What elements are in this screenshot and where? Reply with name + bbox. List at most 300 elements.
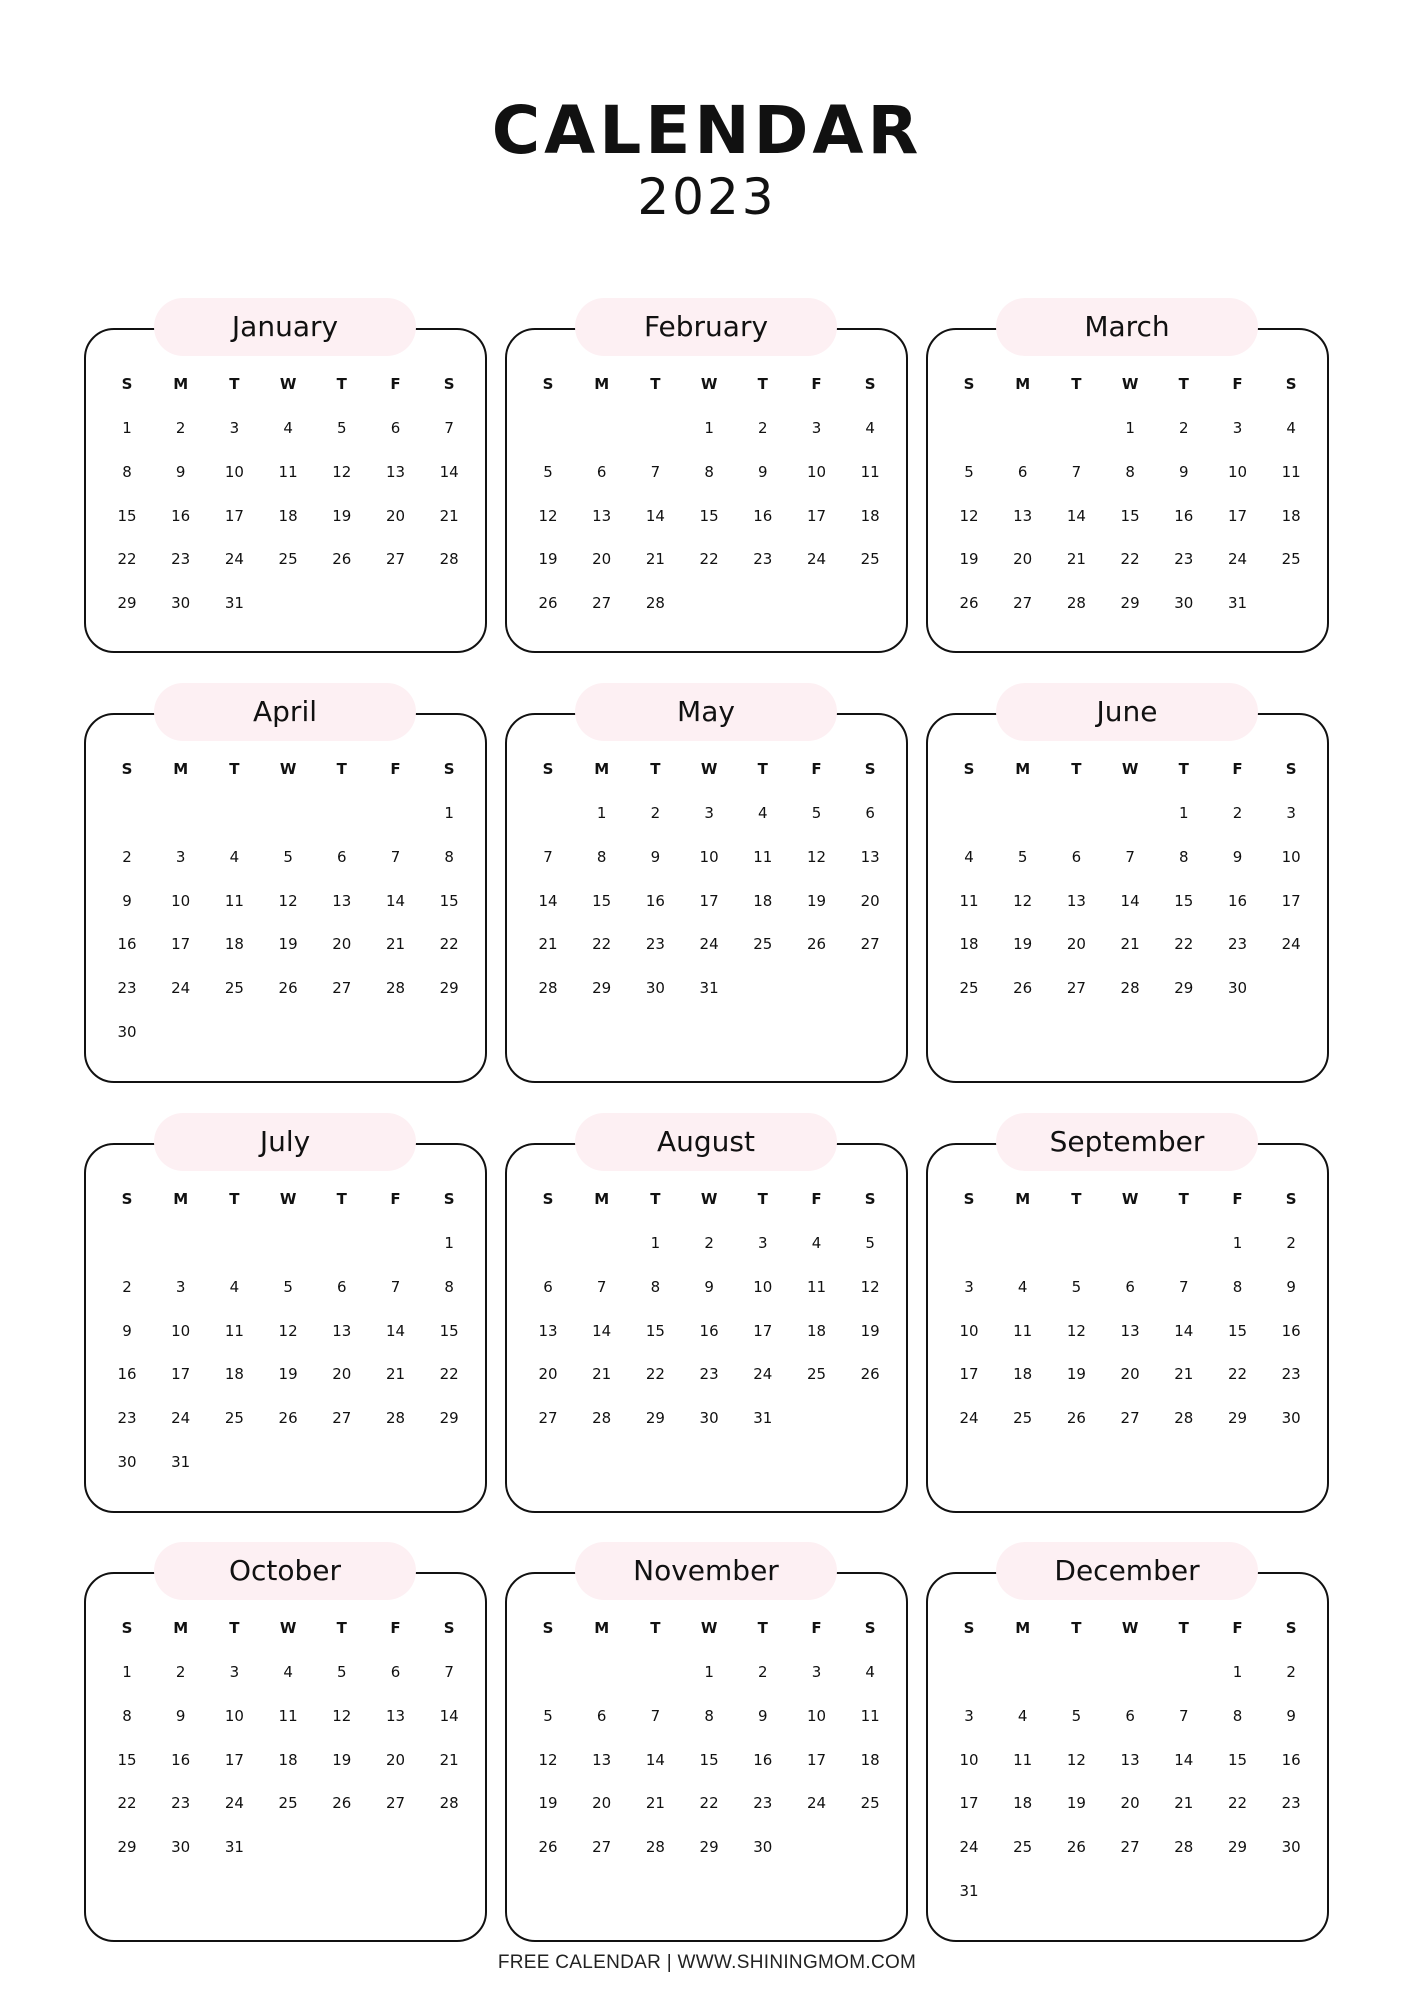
day-cell: 8 — [444, 1277, 454, 1296]
weekday-label: T — [336, 760, 347, 778]
day-cell: 6 — [337, 847, 347, 866]
day-cell: 20 — [385, 506, 406, 525]
month-name: July — [154, 1113, 416, 1171]
day-cell: 10 — [171, 1321, 191, 1340]
day-cell: 23 — [171, 550, 191, 569]
day-cell: 18 — [806, 1321, 827, 1340]
weekday-label: F — [1232, 760, 1243, 778]
day-cell: 1 — [650, 1234, 661, 1252]
day-cell: 8 — [122, 462, 132, 481]
month-name: September — [996, 1113, 1258, 1171]
day-cell: 23 — [753, 550, 773, 569]
day-cell: 15 — [699, 506, 719, 525]
day-cell: 30 — [645, 979, 665, 998]
month-name: May — [575, 683, 837, 741]
day-cell: 12 — [860, 1277, 880, 1296]
day-cell: 10 — [1281, 847, 1301, 866]
day-cell: 27 — [332, 979, 352, 998]
day-cell: 1 — [1232, 1234, 1243, 1252]
day-cell: 6 — [1125, 1706, 1135, 1725]
day-cell: 17 — [753, 1321, 773, 1340]
day-cell: 11 — [1281, 462, 1301, 481]
day-cell: 17 — [1227, 506, 1248, 525]
day-cell: 7 — [1125, 847, 1135, 866]
day-cell: 22 — [1227, 1794, 1248, 1813]
day-cell: 12 — [538, 506, 558, 525]
day-cell: 26 — [538, 1838, 558, 1857]
day-cell: 29 — [439, 1409, 459, 1428]
day-cell: 9 — [758, 1706, 768, 1725]
day-cell: 6 — [1125, 1277, 1135, 1296]
day-cell: 6 — [337, 1277, 347, 1296]
day-cell: 24 — [1227, 550, 1248, 569]
weekday-label: T — [1178, 1619, 1189, 1637]
day-cell: 10 — [224, 1706, 244, 1725]
day-cell: 26 — [278, 1409, 298, 1428]
day-cell: 29 — [1227, 1838, 1248, 1857]
weekday-label: F — [811, 375, 822, 393]
weekday-label: T — [650, 1190, 661, 1208]
day-cell: 6 — [596, 462, 607, 481]
day-cell: 27 — [1120, 1409, 1140, 1428]
day-cell: 4 — [865, 1663, 875, 1681]
day-cell: 24 — [959, 1838, 979, 1857]
day-cell: 9 — [758, 462, 768, 481]
day-cell: 4 — [811, 1234, 822, 1252]
day-cell: 4 — [758, 804, 768, 822]
day-cell: 1 — [704, 419, 714, 437]
day-cell: 4 — [1286, 419, 1296, 437]
day-cell: 6 — [390, 419, 401, 437]
day-cell: 2 — [704, 1234, 714, 1252]
day-cell: 22 — [1227, 1365, 1248, 1384]
month-october — [84, 1554, 487, 1942]
month-name: December — [996, 1542, 1258, 1600]
month-name: October — [154, 1542, 416, 1600]
weekday-label: S — [864, 760, 876, 778]
day-cell: 20 — [1120, 1794, 1140, 1813]
day-cell: 30 — [753, 1838, 773, 1857]
weekday-label: M — [1015, 1619, 1031, 1637]
day-cell: 28 — [538, 979, 558, 998]
day-cell: 18 — [224, 1365, 244, 1384]
day-cell: 27 — [332, 1409, 352, 1428]
day-cell: 19 — [278, 1365, 298, 1384]
day-cell: 6 — [596, 1706, 607, 1725]
day-cell: 22 — [592, 935, 612, 954]
weekday-header — [103, 1187, 478, 1211]
weekday-label: T — [229, 375, 240, 393]
day-cell: 9 — [1286, 1706, 1296, 1725]
day-cell: 16 — [753, 506, 773, 525]
day-cell: 26 — [1066, 1409, 1086, 1428]
day-cell: 28 — [592, 1409, 612, 1428]
day-cell: 22 — [699, 550, 719, 569]
weekday-label: T — [1071, 1619, 1082, 1637]
day-cell: 26 — [332, 1794, 352, 1813]
day-cell: 16 — [699, 1321, 719, 1340]
weekday-label: W — [279, 375, 297, 393]
day-cell: 25 — [959, 979, 979, 998]
day-cell: 23 — [1174, 550, 1194, 569]
month-name: March — [996, 298, 1258, 356]
day-cell: 30 — [117, 1453, 137, 1471]
day-cell: 28 — [1066, 594, 1086, 613]
weekday-label: T — [1178, 375, 1189, 393]
day-cell: 7 — [444, 419, 454, 437]
weekday-label: T — [757, 375, 768, 393]
day-cell: 15 — [1174, 891, 1194, 910]
weekday-label: S — [864, 375, 876, 393]
day-cell: 7 — [390, 1277, 401, 1296]
weekday-label: S — [1285, 375, 1297, 393]
day-cell: 20 — [1013, 550, 1033, 569]
day-cell: 11 — [1013, 1750, 1033, 1769]
day-cell: 9 — [122, 891, 132, 910]
weekday-label: W — [279, 760, 297, 778]
day-cell: 5 — [283, 847, 293, 866]
day-cell: 27 — [1066, 979, 1086, 998]
day-cell: 9 — [1232, 847, 1243, 866]
day-cell: 17 — [959, 1365, 979, 1384]
day-cell: 7 — [596, 1277, 607, 1296]
day-cell: 11 — [860, 462, 880, 481]
weekday-label: F — [1232, 1190, 1243, 1208]
day-cell: 3 — [964, 1706, 974, 1725]
day-cell: 20 — [592, 550, 612, 569]
day-cell: 27 — [592, 594, 612, 613]
day-cell: 25 — [860, 1794, 880, 1813]
weekday-label: M — [594, 1190, 610, 1208]
month-name: August — [575, 1113, 837, 1171]
day-cell: 20 — [332, 935, 352, 954]
day-cell: 25 — [278, 1794, 298, 1813]
day-cell: 6 — [1071, 847, 1082, 866]
day-cell: 18 — [278, 1750, 298, 1769]
day-cell: 18 — [1013, 1365, 1033, 1384]
day-cell: 21 — [385, 935, 406, 954]
day-cell: 22 — [117, 1794, 137, 1813]
day-cell: 20 — [1066, 935, 1086, 954]
day-cell: 13 — [538, 1321, 558, 1340]
day-cell: 4 — [1017, 1706, 1028, 1725]
weekday-label: S — [963, 375, 975, 393]
day-cell: 24 — [806, 550, 827, 569]
day-cell: 21 — [439, 506, 459, 525]
day-cell: 23 — [1281, 1365, 1301, 1384]
day-cell: 18 — [860, 506, 880, 525]
day-cell: 21 — [592, 1365, 612, 1384]
day-cell: 18 — [224, 935, 244, 954]
day-cell: 29 — [1120, 594, 1140, 613]
day-cell: 27 — [1013, 594, 1033, 613]
day-cell: 1 — [122, 1663, 132, 1681]
day-cell: 17 — [1281, 891, 1301, 910]
day-cell: 21 — [645, 1794, 665, 1813]
day-cell: 1 — [1179, 804, 1189, 822]
day-cell: 10 — [753, 1277, 773, 1296]
weekday-label: S — [542, 1619, 554, 1637]
month-june — [926, 695, 1329, 1083]
day-cell: 3 — [811, 1663, 822, 1681]
day-cell: 21 — [538, 935, 558, 954]
day-cell: 9 — [650, 847, 661, 866]
day-cell: 9 — [1286, 1277, 1296, 1296]
day-cell: 14 — [592, 1321, 612, 1340]
weekday-label: S — [542, 375, 554, 393]
day-cell: 16 — [753, 1750, 773, 1769]
day-cell: 3 — [964, 1277, 974, 1296]
day-cell: 12 — [959, 506, 979, 525]
weekday-label: T — [650, 1619, 661, 1637]
day-cell: 22 — [1174, 935, 1194, 954]
day-cell: 2 — [175, 1663, 186, 1681]
day-cell: 12 — [806, 847, 827, 866]
day-cell: 8 — [1232, 1277, 1243, 1296]
weekday-label: S — [1285, 760, 1297, 778]
day-cell: 9 — [175, 1706, 186, 1725]
day-cell: 13 — [385, 1706, 406, 1725]
day-cell: 31 — [171, 1453, 191, 1471]
day-cell: 28 — [645, 594, 665, 613]
weekday-label: T — [336, 1190, 347, 1208]
day-cell: 8 — [444, 847, 454, 866]
day-cell: 1 — [444, 1234, 454, 1252]
weekday-label: T — [1178, 1190, 1189, 1208]
day-cell: 5 — [1017, 847, 1028, 866]
day-cell: 13 — [1120, 1321, 1140, 1340]
day-cell: 19 — [538, 1794, 558, 1813]
day-cell: 14 — [1120, 891, 1140, 910]
weekday-label: S — [864, 1619, 876, 1637]
day-cell: 7 — [1179, 1706, 1189, 1725]
day-cell: 29 — [439, 979, 459, 998]
day-cell: 24 — [171, 1409, 191, 1428]
day-cell: 1 — [704, 1663, 714, 1681]
day-cell: 7 — [650, 1706, 661, 1725]
day-cell: 15 — [1227, 1321, 1248, 1340]
day-cell: 16 — [171, 1750, 191, 1769]
day-cell: 15 — [1120, 506, 1140, 525]
weekday-label: F — [811, 760, 822, 778]
day-cell: 24 — [699, 935, 719, 954]
day-cell: 7 — [1179, 1277, 1189, 1296]
month-november — [505, 1554, 908, 1942]
day-cell: 15 — [439, 891, 459, 910]
weekday-header — [945, 757, 1320, 781]
day-cell: 5 — [865, 1234, 875, 1252]
weekday-label: S — [542, 760, 554, 778]
day-cell: 24 — [224, 550, 244, 569]
day-cell: 31 — [224, 594, 244, 613]
weekday-label: T — [1178, 760, 1189, 778]
weekday-label: S — [963, 760, 975, 778]
weekday-label: F — [390, 375, 401, 393]
weekday-header — [524, 1616, 899, 1640]
day-cell: 17 — [171, 935, 191, 954]
day-cell: 4 — [229, 1277, 240, 1296]
day-cell: 30 — [1281, 1838, 1301, 1857]
day-cell: 26 — [278, 979, 298, 998]
day-cell: 6 — [543, 1277, 553, 1296]
day-cell: 30 — [699, 1409, 719, 1428]
month-january — [84, 310, 487, 653]
day-cell: 24 — [806, 1794, 827, 1813]
day-cell: 11 — [860, 1706, 880, 1725]
day-cell: 20 — [538, 1365, 558, 1384]
day-cell: 23 — [1227, 935, 1248, 954]
day-cell: 7 — [650, 462, 661, 481]
weekday-label: W — [1121, 1190, 1139, 1208]
day-cell: 27 — [592, 1838, 612, 1857]
weekday-label: T — [1071, 760, 1082, 778]
day-cell: 11 — [278, 462, 298, 481]
day-cell: 1 — [1125, 419, 1135, 437]
weekday-label: S — [121, 1190, 133, 1208]
weekday-label: S — [963, 1190, 975, 1208]
day-cell: 18 — [1281, 506, 1301, 525]
day-cell: 23 — [1281, 1794, 1301, 1813]
day-cell: 25 — [1013, 1409, 1033, 1428]
day-cell: 6 — [865, 804, 875, 822]
day-cell: 11 — [224, 1321, 244, 1340]
month-april — [84, 695, 487, 1083]
day-cell: 13 — [592, 506, 612, 525]
weekday-label: M — [173, 1190, 189, 1208]
day-cell: 9 — [704, 1277, 714, 1296]
day-cell: 11 — [806, 1277, 827, 1296]
day-cell: 1 — [1232, 1663, 1243, 1681]
day-cell: 7 — [444, 1663, 454, 1681]
day-cell: 16 — [645, 891, 665, 910]
day-cell: 19 — [332, 506, 352, 525]
day-cell: 14 — [385, 891, 406, 910]
day-cell: 2 — [758, 1663, 768, 1681]
weekday-label: F — [1232, 375, 1243, 393]
day-cell: 29 — [592, 979, 612, 998]
day-cell: 14 — [1174, 1321, 1194, 1340]
weekday-label: M — [594, 1619, 610, 1637]
day-cell: 12 — [1066, 1321, 1086, 1340]
day-cell: 26 — [806, 935, 827, 954]
weekday-label: T — [1071, 1190, 1082, 1208]
day-cell: 27 — [385, 550, 406, 569]
day-cell: 26 — [1013, 979, 1033, 998]
day-cell: 10 — [806, 1706, 827, 1725]
day-cell: 17 — [224, 506, 244, 525]
day-cell: 18 — [860, 1750, 880, 1769]
day-cell: 28 — [1120, 979, 1140, 998]
day-cell: 20 — [1120, 1365, 1140, 1384]
day-cell: 19 — [1066, 1365, 1086, 1384]
day-cell: 16 — [117, 935, 137, 954]
day-cell: 1 — [596, 804, 607, 822]
day-cell: 6 — [390, 1663, 401, 1681]
page-year: 2023 — [637, 168, 777, 226]
day-cell: 31 — [224, 1838, 244, 1857]
day-cell: 2 — [122, 1277, 132, 1296]
weekday-header — [945, 372, 1320, 396]
day-cell: 3 — [758, 1234, 768, 1252]
day-cell: 25 — [1013, 1838, 1033, 1857]
weekday-label: S — [1285, 1190, 1297, 1208]
month-may — [505, 695, 908, 1083]
weekday-label: M — [594, 375, 610, 393]
day-cell: 21 — [1120, 935, 1140, 954]
month-march — [926, 310, 1329, 653]
day-cell: 9 — [1179, 462, 1189, 481]
day-cell: 31 — [1227, 594, 1248, 613]
weekday-label: T — [1071, 375, 1082, 393]
day-cell: 15 — [699, 1750, 719, 1769]
weekday-label: T — [229, 760, 240, 778]
day-cell: 18 — [1013, 1794, 1033, 1813]
day-cell: 10 — [224, 462, 244, 481]
weekday-label: T — [336, 1619, 347, 1637]
day-cell: 24 — [753, 1365, 773, 1384]
day-cell: 8 — [704, 1706, 714, 1725]
day-cell: 8 — [1232, 1706, 1243, 1725]
month-name: June — [996, 683, 1258, 741]
day-cell: 8 — [1179, 847, 1189, 866]
day-cell: 30 — [1281, 1409, 1301, 1428]
weekday-label: F — [390, 760, 401, 778]
weekday-label: S — [121, 375, 133, 393]
day-cell: 30 — [171, 594, 191, 613]
weekday-label: M — [1015, 760, 1031, 778]
weekday-label: M — [173, 375, 189, 393]
day-cell: 29 — [1174, 979, 1194, 998]
day-cell: 11 — [1013, 1321, 1033, 1340]
day-cell: 29 — [117, 1838, 137, 1857]
day-cell: 8 — [704, 462, 714, 481]
day-cell: 26 — [1066, 1838, 1086, 1857]
day-cell: 11 — [753, 847, 773, 866]
day-cell: 19 — [1066, 1794, 1086, 1813]
month-name: February — [575, 298, 837, 356]
weekday-label: S — [542, 1190, 554, 1208]
day-cell: 2 — [1232, 804, 1243, 822]
day-cell: 17 — [699, 891, 719, 910]
day-cell: 21 — [1174, 1365, 1194, 1384]
day-cell: 15 — [645, 1321, 665, 1340]
day-cell: 10 — [699, 847, 719, 866]
day-cell: 10 — [171, 891, 191, 910]
day-cell: 13 — [1013, 506, 1033, 525]
day-cell: 4 — [964, 847, 974, 866]
day-cell: 24 — [1281, 935, 1301, 954]
day-cell: 27 — [385, 1794, 406, 1813]
day-cell: 2 — [175, 419, 186, 437]
day-cell: 19 — [806, 891, 827, 910]
day-cell: 29 — [645, 1409, 665, 1428]
day-cell: 13 — [332, 1321, 352, 1340]
weekday-label: M — [1015, 1190, 1031, 1208]
footer-text: FREE CALENDAR | WWW.SHININGMOM.COM — [497, 1952, 917, 1973]
day-cell: 5 — [337, 419, 347, 437]
day-cell: 15 — [592, 891, 612, 910]
weekday-label: T — [336, 375, 347, 393]
day-cell: 19 — [959, 550, 979, 569]
day-cell: 3 — [229, 1663, 240, 1681]
day-cell: 20 — [332, 1365, 352, 1384]
day-cell: 31 — [753, 1409, 773, 1428]
day-cell: 5 — [1071, 1277, 1082, 1296]
day-cell: 14 — [385, 1321, 406, 1340]
day-cell: 27 — [860, 935, 880, 954]
day-cell: 26 — [332, 550, 352, 569]
day-cell: 12 — [332, 462, 352, 481]
